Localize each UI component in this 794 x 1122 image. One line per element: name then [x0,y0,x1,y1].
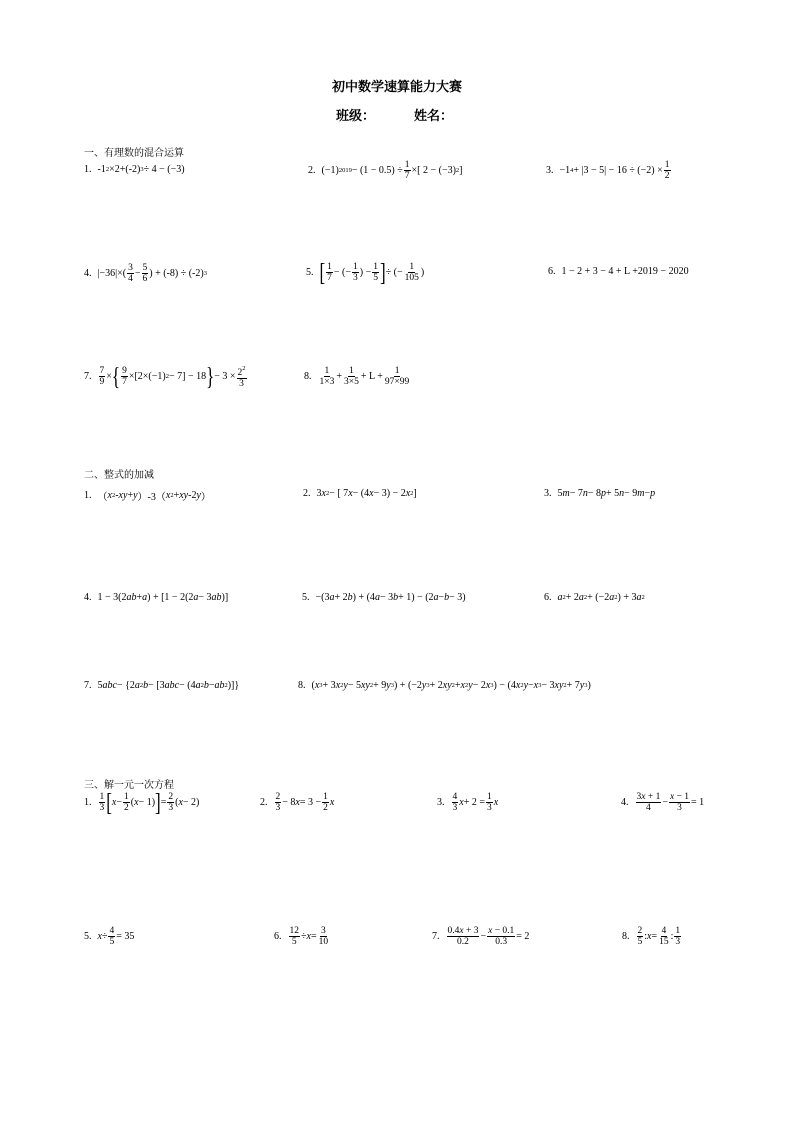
expression: x ÷ $\frac{4}{5}$ = 35 [97,926,135,947]
problem-3-8 [622,926,682,947]
expression: $\frac{12}{5}$ ÷ x = $\frac{3}{10}$ [289,926,329,947]
expression: $\frac{0.4x + 3}{0.2}$ − $\frac{x - 0.1}{0.3}$ = 2 [447,926,530,947]
expression: [ $\frac{1}{7}$ − (− $\frac{1}{3}$ ) − $\frac{1}{5}$ ] ÷ (− $\frac{1}{105}$ ) [319,257,425,286]
problem-1-5 [306,257,425,286]
expression: 1 − 2 + 3 − 4 + L +2019 − 2020 [561,266,689,277]
expression: （ x 2 - xy + y ）-3（ x 2 + xy -2 y ） [97,490,211,503]
problem-3-4 [621,792,704,813]
problem-2-1 [84,488,211,503]
problem-number: 7. [84,371,92,382]
expression: a 2 + 2 a 2 + (−2 a 2 ) + 3 a 2 [557,592,645,603]
problem-2-7 [84,680,239,691]
problem-number: 4. [84,592,92,603]
expression: 3 x 2 − [ 7 x − (4 x − 3) − 2 x 2 ] [316,488,417,499]
problem-2-4 [84,592,228,603]
expression: 5 abc − {2 a 2 b − [3 abc − (4 a 2 b − ab 2 )]} [97,680,240,691]
problem-number: 6. [544,592,552,603]
section-heading-equations: 三、解一元一次方程 [84,780,174,791]
expression: -1 2 ×2+(-2) 3 ÷ 4 − (−3) [97,164,185,175]
expression: $\frac{2}{3}$ − 8 x = 3 − $\frac{1}{2}$ x [275,792,335,813]
problem-number: 4. [621,797,629,808]
problem-1-7 [84,361,248,390]
problem-1-6 [548,266,689,277]
problem-number: 2. [260,797,268,808]
problem-number: 6. [274,931,282,942]
page-title: 初中数学速算能力大赛 [331,80,462,95]
section-heading-polynomial: 二、整式的加减 [84,470,154,481]
section-heading-rational: 一、有理数的混合运算 [84,148,184,159]
expression: $\frac{1}{3}$ [ x − $\frac{1}{2}$ ( x − 1) ] = $\frac{2}{3}$ ( x − 2) [99,787,200,816]
expression: ( x 3 + 3 x 2 y − 5 xy 2 + 9 y 3 ) + (−2 y 3 + 2 xy 2 + x 2 y − 2 x 3 ) − (4 x 2 y − x 3 − 3 xy 2 + 7 y 3 ) [311,680,591,691]
problem-2-5 [302,592,466,603]
problem-number: 8. [304,371,312,382]
problem-number: 7. [432,931,440,942]
problem-number: 1. [84,164,92,175]
expression: $\frac{1}{1\times 3}$ + $\frac{1}{3\times 5}$ + L + $\frac{1}{97\times 99}$ [319,366,410,387]
expression: −(3 a + 2 b ) + (4 a − 3 b + 1) − (2 a − b − 3) [315,592,466,603]
problem-1-2 [308,160,463,181]
class-label: 班级： [336,109,376,124]
problem-number: 6. [548,266,556,277]
problem-number: 1. [84,797,92,808]
problem-3-6 [274,926,330,947]
problem-1-1 [84,164,185,175]
problem-number: 8. [622,931,630,942]
expression: 5 m − 7 n − 8 p + 5 n − 9 m − p [557,488,656,499]
problem-2-8 [298,680,591,691]
problem-number: 2. [308,165,316,176]
expression: $\frac{7}{9}$ × { $\frac{9}{7}$ ×[2×(−1) 2 − 7] − 18 } − 3 × $\frac{2^2}{3}$ [99,361,246,390]
problem-2-2 [303,488,417,499]
problem-number: 3. [437,797,445,808]
problem-3-7 [432,926,529,947]
problem-3-2 [260,792,334,813]
problem-number: 3. [546,165,554,176]
problem-1-8 [304,366,411,387]
problem-number: 1. [84,490,92,501]
problem-3-1 [84,787,200,816]
problem-number: 5. [302,592,310,603]
name-label: 姓名： [414,109,454,124]
expression: $\frac{2}{5}$ : x = $\frac{4}{15}$ : $\frac{1}{3}$ [637,926,681,947]
problem-number: 7. [84,680,92,691]
problem-3-5 [84,926,134,947]
expression: |−36|×( $\frac{3}{4}$ − $\frac{5}{6}$ ) + (-8) ÷ (-2) 3 [97,263,207,284]
expression: $\frac{3x + 1}{4}$ − $\frac{x - 1}{3}$ = 1 [636,792,705,813]
problem-2-6 [544,592,645,603]
problem-number: 4. [84,268,92,279]
problem-number: 8. [298,680,306,691]
expression: (−1) 2019 − (1 − 0.5) ÷ $\frac{1}{7}$ ×[ 2 − (−3) 2 ] [321,160,463,181]
problem-1-4 [84,263,207,284]
expression: 1 − 3(2 ab + a ) + [1 − 2(2 a − 3 ab )] [97,592,229,603]
problem-2-3 [544,488,655,499]
problem-number: 5. [84,931,92,942]
expression: −1 4 + |3 − 5| − 16 ÷ (−2) × $\frac{1}{2}$ [559,160,670,181]
problem-number: 2. [303,488,311,499]
problem-1-3 [546,160,672,181]
problem-number: 3. [544,488,552,499]
problem-3-3 [437,792,498,813]
expression: $\frac{4}{3}$ x + 2 = $\frac{1}{3}$ x [452,792,499,813]
problem-number: 5. [306,267,314,278]
